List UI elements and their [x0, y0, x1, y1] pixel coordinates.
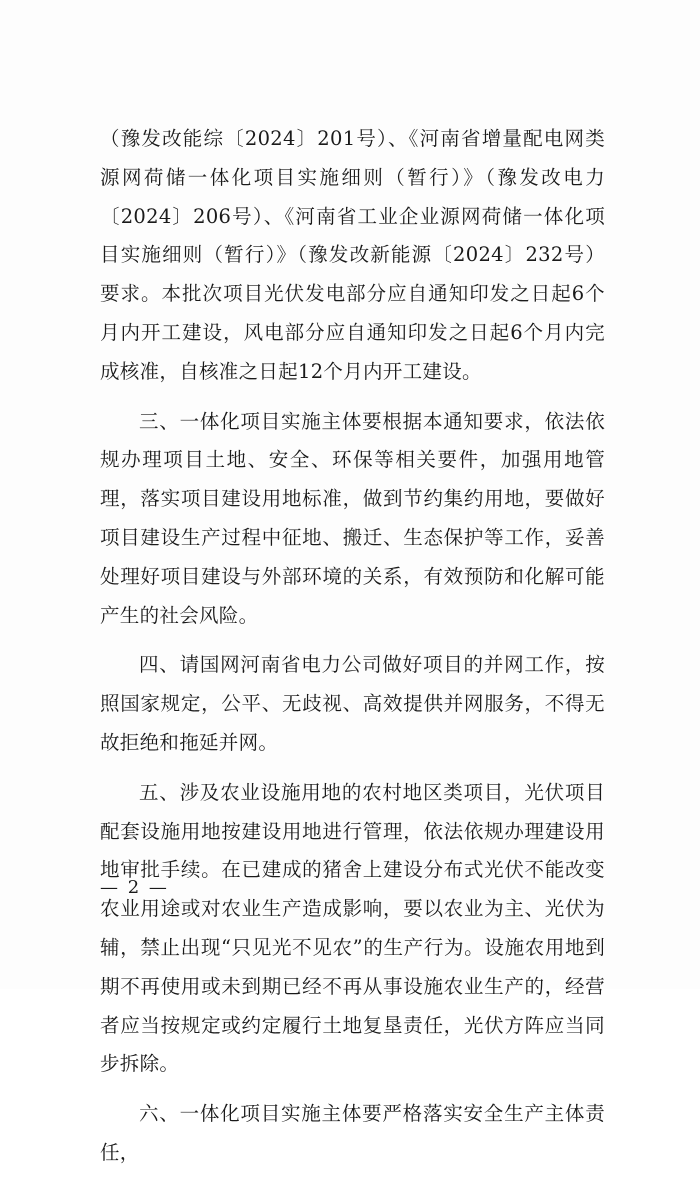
- page-number: — 2 —: [100, 877, 169, 898]
- document-body: [100, 120, 605, 1184]
- paragraph-item-five: 五、涉及农业设施用地的农村地区类项目，光伏项目配套设施用地按建设用地进行管理，依法依规办理建设用地审批手续。在已建成的猪舍上建设分布式光伏不能改变农业用途或对农业生产造成影响，要以农业为主、光伏为辅，禁止出现“只见光不见农”的生产行为。设施农用地到期不再使用或未到期已经不再从事设施农业生产的，经营者应当按规定或约定履行土地复垦责任，光伏方阵应当同步拆除。: [100, 780, 605, 1076]
- paragraph-item-three: 三、一体化项目实施主体要根据本通知要求，依法依规办理项目土地、安全、环保等相关要件，加强用地管理，落实项目建设用地标准，做到节约集约用地，要做好项目建设生产过程中征地、搬迁、生态保护等工作，妥善处理好项目建设与外部环境的关系，有效预防和化解可能产生的社会风险。: [100, 409, 605, 627]
- paragraph-item-six: 六、一体化项目实施主体要严格落实安全生产主体责任，: [100, 1102, 605, 1164]
- paragraph-item-four: 四、请国网河南省电力公司做好项目的并网工作，按照国家规定，公平、无歧视、高效提供并网服务，不得无故拒绝和拖延并网。: [100, 653, 605, 754]
- paragraph-continuation: （豫发改能综〔2024〕201号）、《河南省增量配电网类源网荷储一体化项目实施细则（暂行）》（豫发改电力〔2024〕206号）、《河南省工业企业源网荷储一体化项目实施细则（暂行）》（豫发改新能源〔2024〕232号）要求。本批次项目光伏发电部分应自通知印发之日起6个月内开工建设，风电部分应自通知印发之日起6个月内完成核准，自核准之日起12个月内开工建设。: [100, 127, 605, 383]
